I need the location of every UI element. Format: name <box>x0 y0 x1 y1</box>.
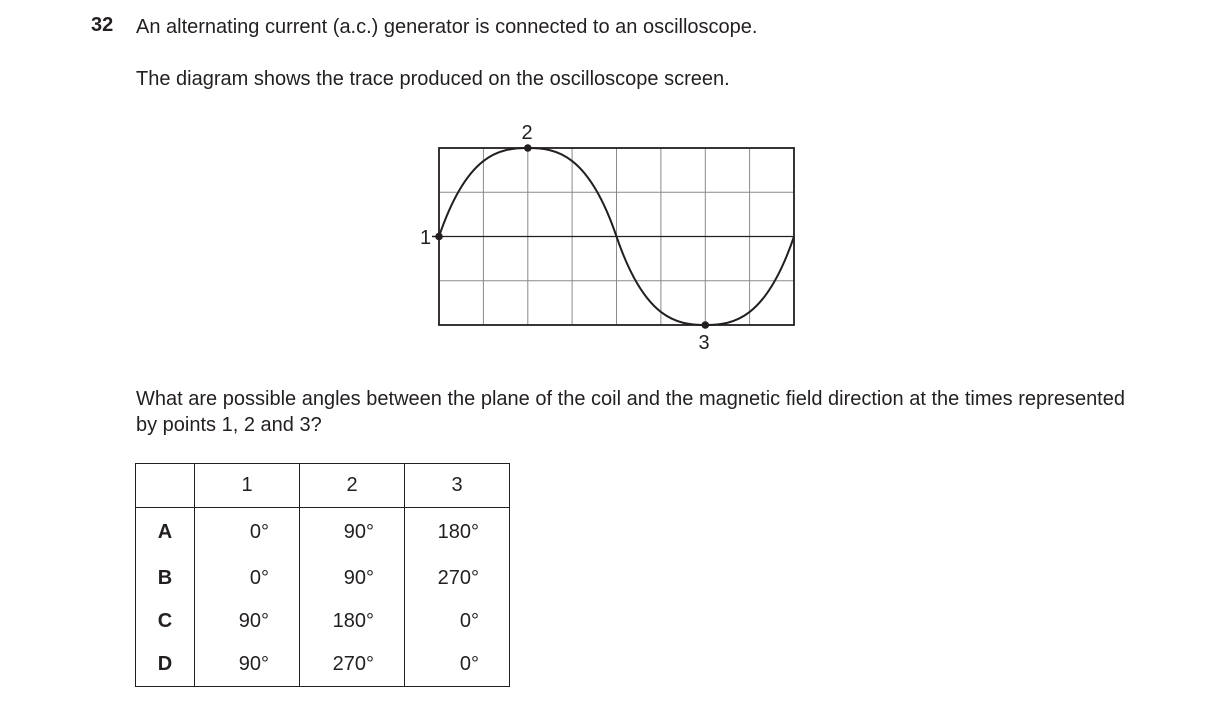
table-cell: 270° <box>300 643 405 687</box>
table-cell: 90° <box>195 600 300 643</box>
table-cell: 90° <box>300 508 405 558</box>
point-1-label: 1 <box>420 227 432 249</box>
table-header-cell <box>136 464 195 508</box>
table-row[interactable] <box>136 643 510 687</box>
point-1-marker <box>435 233 443 241</box>
point-2-label: 2 <box>521 122 533 144</box>
diagram-intro: The diagram shows the trace produced on the oscilloscope screen. <box>136 68 730 90</box>
table-header-cell: 2 <box>300 464 405 508</box>
table-cell: 180° <box>300 600 405 643</box>
option-letter: C <box>136 600 195 643</box>
table-header-row <box>136 464 510 508</box>
table-row[interactable] <box>136 600 510 643</box>
answer-table <box>135 463 510 687</box>
table-row[interactable] <box>136 508 510 558</box>
question-stem: An alternating current (a.c.) generator is connected to an oscilloscope. <box>136 16 758 38</box>
table-cell: 0° <box>195 508 300 558</box>
table-cell: 0° <box>195 557 300 600</box>
table-cell: 270° <box>405 557 510 600</box>
table-header-cell: 3 <box>405 464 510 508</box>
point-3-label: 3 <box>698 332 710 354</box>
table-cell: 180° <box>405 508 510 558</box>
table-row[interactable] <box>136 557 510 600</box>
point-2-marker <box>524 144 532 152</box>
option-letter: D <box>136 643 195 687</box>
table-cell: 0° <box>405 643 510 687</box>
table-cell: 90° <box>300 557 405 600</box>
table-header-cell: 1 <box>195 464 300 508</box>
question-prompt: What are possible angles between the plane of the coil and the magnetic field direction at the times represented by points 1, 2 and 3? <box>136 388 1125 436</box>
option-letter: A <box>136 508 195 558</box>
table-cell: 0° <box>405 600 510 643</box>
question-number: 32 <box>91 14 114 36</box>
option-letter: B <box>136 557 195 600</box>
table-cell: 90° <box>195 643 300 687</box>
point-3-marker <box>702 321 710 329</box>
